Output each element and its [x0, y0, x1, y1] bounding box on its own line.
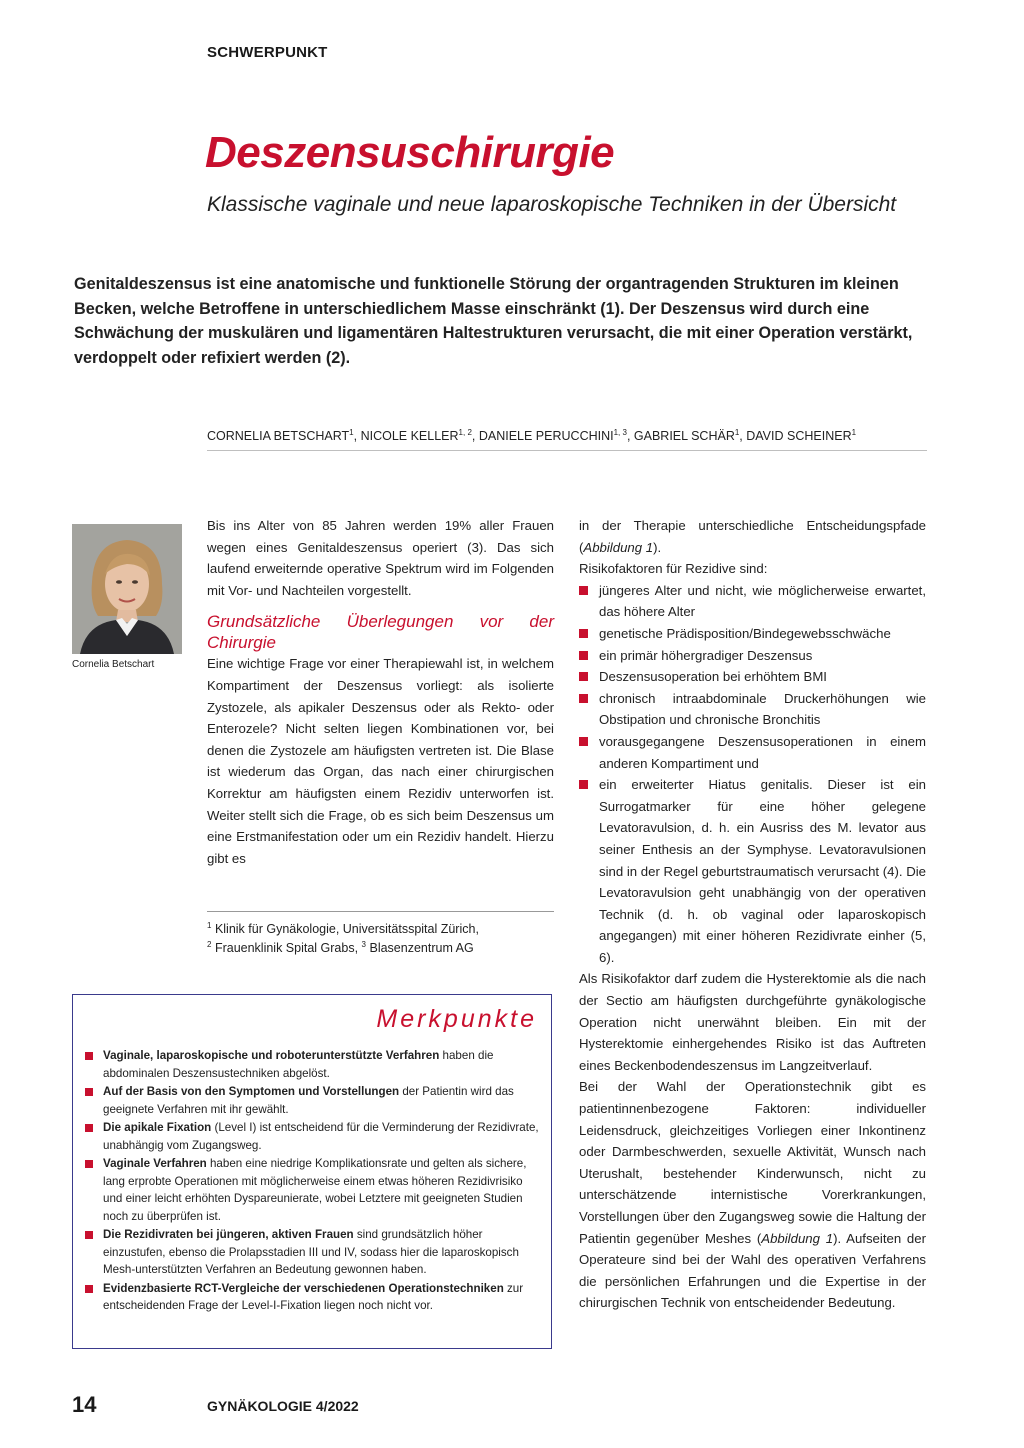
- text-run: ).: [653, 539, 662, 555]
- article-subtitle: Klassische vaginale und neue laparoskopische Techniken in der Übersicht: [207, 193, 897, 216]
- intro-paragraph: Bis ins Alter von 85 Jahren werden 19% aller Frauen wegen eines Genitaldeszensus operiert (3). Das sich laufend erweiternde operative Spektrum wird im Folgenden mit Vor- und Nachteilen vorgestellt.: [207, 518, 554, 598]
- key-point-emphasis: Die Rezidivraten bei jüngeren, aktiven Frauen: [103, 1228, 354, 1241]
- article-title: Deszensuschirurgie: [205, 128, 615, 177]
- list-item-text: ein primär höhergradiger Deszensus: [599, 647, 813, 663]
- list-item: [579, 666, 926, 688]
- footnote: [207, 918, 554, 937]
- bullet-square-icon: [85, 1088, 93, 1096]
- footnote-text: Frauenklinik Spital Grabs,: [214, 941, 359, 956]
- bullet-square-icon: [85, 1052, 93, 1060]
- footnote: [207, 937, 554, 956]
- footnote-text: Blasenzentrum AG: [369, 941, 474, 956]
- section-heading: Grundsätzliche Überlegungen vor der Chirurgie: [207, 612, 554, 653]
- key-point: [85, 1083, 545, 1118]
- bullet-square-icon: [85, 1285, 93, 1293]
- key-point-text: der Patientin wird das geeignete Verfahren mit ihr gewählt.: [103, 1085, 514, 1116]
- figure-reference: Abbildung 1: [761, 1230, 834, 1246]
- footnote-divider: [207, 911, 554, 912]
- key-point-text: sind grundsätzlich höher einzustufen, ebenso die Prolapsstadien III und IV, sodass hier die laparoskopisch Mesh-unterstützten Verfahren an Bedeutung gewonnen haben.: [103, 1228, 519, 1276]
- bullet-square-icon: [579, 694, 588, 703]
- key-points-box: [72, 994, 552, 1349]
- key-point-emphasis: Vaginale, laparoskopische und roboterunterstützte Verfahren: [103, 1049, 440, 1062]
- footnote-marker: 2: [207, 940, 212, 950]
- key-point-text: (Level I) ist entscheidend für die Verminderung der Rezidivrate, unabhängig vom Zugangsweg.: [103, 1121, 539, 1152]
- bullet-square-icon: [579, 586, 588, 595]
- list-item-text: ein erweiterter Hiatus genitalis. Dieser ist ein Surrogatmarker für eine höher gelegene Levatoravulsion, d. h. ein Ausriss des M. levator aus seiner Enthesis an der Symphyse. Levatoravulsionen sind in der Regel geburtstraumatisch verursacht (4). Die Levatoravulsion geht unabhängig von der operativen Technik (d. h. ob vaginal oder laparoskopisch angegangen) mit einer höheren Rezidivrate einher (5, 6).: [599, 777, 926, 965]
- journal-issue: GYNÄKOLOGIE 4/2022: [207, 1398, 359, 1414]
- footnote-marker: 1: [207, 921, 212, 930]
- author-name: GABRIEL SCHÄR: [633, 429, 735, 444]
- bullet-square-icon: [85, 1124, 93, 1132]
- body-paragraph: [579, 1076, 926, 1314]
- key-points-title: Merkpunkte: [376, 1005, 537, 1033]
- key-point: [85, 1047, 545, 1082]
- author-line: CORNELIA BETSCHART$^1$, NICOLE KELLER$^{1, 2}$, DANIELE PERUCCHINI$^{1, 3}$, GABRIEL SCHÄR$^1$, DAVID SCHEINER$^1$: [207, 428, 927, 451]
- author-portrait: [72, 524, 182, 654]
- portrait-caption: Cornelia Betschart: [72, 659, 155, 670]
- list-item: [579, 623, 926, 645]
- bullet-square-icon: [579, 780, 588, 789]
- risk-intro: Risikofaktoren für Rezidive sind:: [579, 561, 768, 577]
- key-point-emphasis: Evidenzbasierte RCT-Vergleiche der verschiedenen Operationstechniken: [103, 1281, 504, 1295]
- text-run: Bei der Wahl der Operationstechnik gibt es patientinnenbezogene Faktoren: individueller Leidensdruck, gleichzeitiges Vorliegen einer Inkontinenz oder Darmbeschwerden, sexuelle Aktivität, Wunsch nach Uterushalt, bestehender Kinderwunsch, nicht zu unterschätzende internistische Vorerkrankungen, Vorstellungen über den Zugangsweg sowie die Haltung der Patientin gegenüber Meshes (: [579, 1079, 926, 1246]
- author-affiliation: 1: [734, 428, 740, 437]
- list-item: [579, 645, 926, 667]
- list-item-text: vorausgegangene Deszensusoperationen in einem anderen Kompartiment und: [599, 733, 926, 771]
- list-item-text: Deszensusoperation bei erhöhtem BMI: [599, 669, 827, 685]
- list-item: [579, 731, 926, 774]
- text-run: ). Aufseiten der Operateure sind bei der Wahl des operativen Verfahrens die persönlichen Erfahrungen und die Expertise in der chirurgischen Technik von entscheidender Bedeutung.: [579, 1230, 926, 1311]
- figure-reference: Abbildung 1: [583, 539, 654, 555]
- key-point-text: haben die abdominalen Deszensustechniken abgelöst.: [103, 1049, 494, 1080]
- author-name: DAVID SCHEINER: [746, 429, 852, 444]
- key-point: [85, 1226, 545, 1279]
- bullet-square-icon: [85, 1160, 93, 1168]
- key-point-emphasis: Vaginale Verfahren: [103, 1157, 207, 1170]
- bullet-square-icon: [579, 651, 588, 660]
- list-item: [579, 688, 926, 731]
- footnotes: [207, 918, 554, 956]
- body-paragraph: Eine wichtige Frage vor einer Therapiewahl ist, in welchem Kompartiment der Deszensus vorliegt: als isolierte Zystozele, als apikaler Deszensus oder als Rekto- oder Enterozele? Nicht selten liegen Kombinationen vor, bei denen die Zystozele am häufigsten vertreten ist. Die Blase ist wiederum das Organ, das nach einer chirurgischen Korrektur am häufigsten einem Rezidiv unterworfen ist. Weiter stellt sich die Frage, ob es sich beim Deszensus um eine Erstmanifestation oder um ein Rezidiv handelt. Hierzu gibt es: [207, 656, 554, 866]
- key-point-text: zur entscheidenden Frage der Level-I-Fixation liegen noch nicht vor.: [103, 1281, 524, 1312]
- list-item-text: chronisch intraabdominale Druckerhöhungen wie Obstipation und chronische Bronchitis: [599, 690, 926, 728]
- section-label: SCHWERPUNKT: [207, 44, 328, 61]
- key-point: [85, 1280, 545, 1315]
- key-point-text: haben eine niedrige Komplikationsrate und gelten als sichere, lang erprobte Operationen mit möglicherweise einem etwas höheren Rezidivrisiko und einer leicht erhöhten Dyspareunierate, wobei Letztere mit geeigneten Studien noch zu überprüfen ist.: [103, 1157, 527, 1223]
- text-column-left: [207, 515, 554, 869]
- author-affiliation: 1, 3: [613, 428, 627, 437]
- key-point-emphasis: Die apikale Fixation: [103, 1121, 212, 1134]
- key-point-emphasis: Auf der Basis von den Symptomen und Vorstellungen: [103, 1085, 400, 1098]
- body-paragraph: Als Risikofaktor darf zudem die Hysterektomie als die nach der Sectio am häufigsten durchgeführte gynäkologische Operation nicht unerwähnt bleiben. Ein mit der Hysterektomie einhergehendes Risiko ist das Auftreten eines Beckenbodendeszensus im Langzeitverlauf.: [579, 971, 926, 1073]
- author-name: DANIELE PERUCCHINI: [478, 429, 614, 444]
- lead-paragraph: Genitaldeszensus ist eine anatomische und funktionelle Störung der organtragenden Strukturen im kleinen Becken, welche Betroffene in unterschiedlichem Masse einschränkt (1). Der Deszensus wird durch eine Schwächung der muskulären und ligamentären Haltestrukturen verursacht, die mit einer Operation verstärkt, verdoppelt oder refixiert werden (2).: [74, 275, 913, 367]
- list-item: [579, 580, 926, 623]
- key-point: [85, 1155, 545, 1225]
- portrait-image: [72, 524, 182, 654]
- list-item-text: jüngeres Alter und nicht, wie möglicherweise erwartet, das höhere Alter: [599, 582, 926, 620]
- key-points-list: [85, 1047, 545, 1316]
- text-run: in der Therapie unterschiedliche Entscheidungspfade (: [579, 518, 926, 555]
- footnote-marker: 3: [361, 940, 366, 950]
- author-name: CORNELIA BETSCHART: [207, 429, 350, 444]
- bullet-square-icon: [579, 737, 588, 746]
- bullet-square-icon: [85, 1231, 93, 1239]
- text-column-right: [579, 515, 926, 1314]
- bullet-square-icon: [579, 629, 588, 638]
- bullet-square-icon: [579, 672, 588, 681]
- author-affiliation: 1: [349, 428, 354, 437]
- body-paragraph: [579, 515, 926, 558]
- list-item-text: genetische Prädisposition/Bindegewebsschwäche: [599, 625, 891, 641]
- page-number: 14: [72, 1392, 97, 1417]
- list-item: [579, 774, 926, 968]
- author-name: NICOLE KELLER: [360, 429, 459, 444]
- key-point: [85, 1119, 545, 1154]
- risk-factor-list: [579, 580, 926, 969]
- author-affiliation: 1, 2: [458, 428, 472, 437]
- footnote-text: Klinik für Gynäkologie, Universitätsspital Zürich,: [214, 922, 479, 937]
- author-affiliation: 1: [851, 428, 857, 437]
